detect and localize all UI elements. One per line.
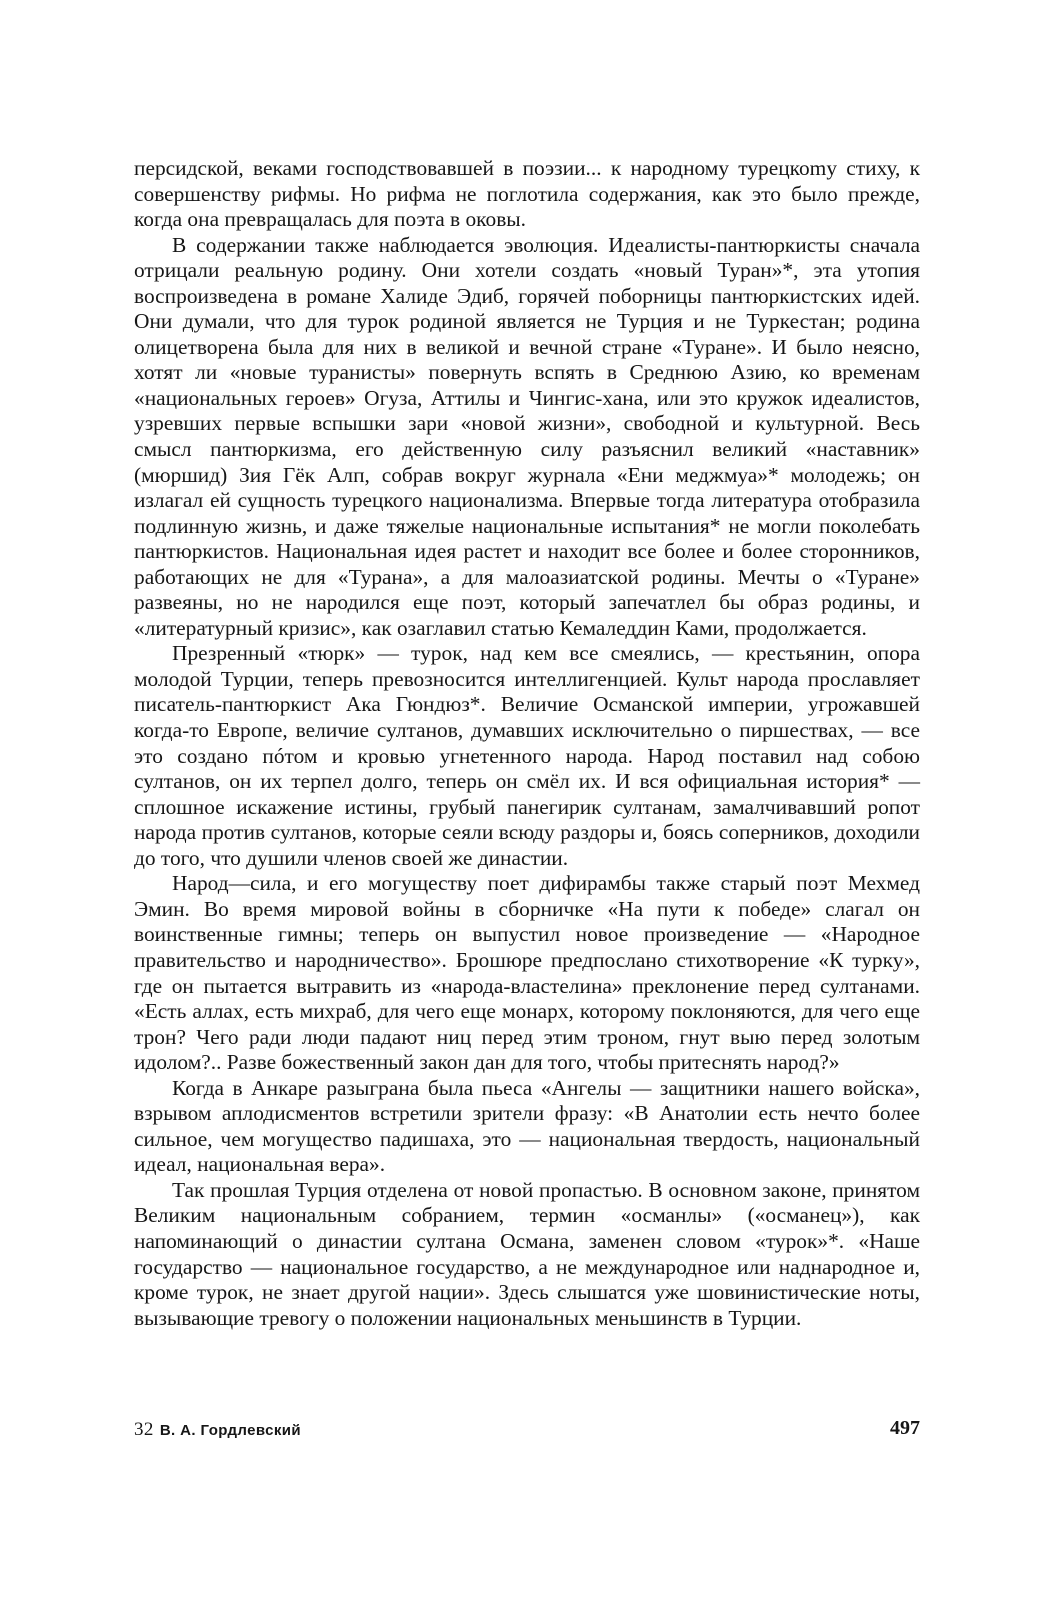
paragraph-1: персидской, веками господствовавшей в поэзии... к народному турецкоmу стиху, к совершенству рифмы. Но рифма не поглотила содержания, как это было прежде, когда она превращалась для поэта в оковы.: [134, 156, 920, 232]
paragraph-4: Народ—сила, и его могуществу поет дифирамбы также старый поэт Мехмед Эмин. Во время мировой войны в сборничке «На пути к победе» слагал он воинственные гимны; теперь он выпустил новое произведение — «Народное правительство и народничество». Брошюре предпослано стихотворение «К турку», где он пытается вытравить из «народа-властелина» преклонение перед султанами. «Есть аллах, есть михраб, для чего еще монарх, которому поклоняются, для чего еще трон? Чего ради люди падают ниц перед этим троном, гнут выю перед золотым идолом?.. Разве божественный закон дан для того, чтобы притеснять народ?»: [134, 871, 920, 1075]
paragraph-6: Так прошлая Турция отделена от новой пропастью. В основном законе, принятом Великим национальным собранием, термин «османлы» («османец»), как напоминающий о династии султана Османа, заменен словом «турок»*. «Наше государство — национальное государство, а не международное или наднародное и, кроме турок, не знает другой нации». Здесь слышатся уже шовинистические ноты, вызывающие тревогу о положении национальных меньшинств в Турции.: [134, 1177, 920, 1330]
paragraph-3: Презренный «тюрк» — турок, над кем все смеялись, — крестьянин, опора молодой Турции, теперь превозносится интеллигенцией. Культ народа прославляет писатель-пантюркист Ака Гюндюз*. Величие Османской империи, угрожавшей когда-то Европе, величие султанов, думавших исключительно о пиршествах, — все это создано пóтом и кровью угнетенного народа. Народ поставил над собою султанов, он их терпел долго, теперь он смёл их. И вся официальная история* — сплошное искажение истины, грубый панегирик султанам, замалчивавший ропот народа против султанов, которые сеяли всюду раздоры и, боясь соперников, доходили до того, что душили членов своей же династии.: [134, 641, 920, 870]
page-footer: [134, 1419, 920, 1445]
paragraph-5: Когда в Анкаре разыграна была пьеса «Ангелы — защитники нашего войска», взрывом аплодисментов встретили зрители фразу: «В Анатолии есть нечто более сильное, чем могущество падишаха, это — национальная твердость, национальный идеал, национальная вера».: [134, 1075, 920, 1177]
printer-signature: [134, 1419, 301, 1441]
signature-author: В. А. Гордлевский: [159, 1422, 301, 1439]
signature-number: 32: [134, 1419, 154, 1440]
page-text-block: [134, 156, 920, 1331]
paragraph-2: В содержании также наблюдается эволюция. Идеалисты-пантюркисты сначала отрицали реальную родину. Они хотели создать «новый Туран»*, эта утопия воспроизведена в романе Халиде Эдиб, горячей поборницы пантюркистских идей. Они думали, что для турок родиной является не Турция и не Туркестан; родина олицетворена была для них в великой и вечной стране «Туране». И было неясно, хотят ли «новые туранисты» повернуть вспять в Среднюю Азию, ко временам «национальных героев» Огуза, Аттилы и Чингис-хана, или это кружок идеалистов, узревших первые вспышки зари «новой жизни», свободной и культурной. Весь смысл пантюркизма, его действенную силу разъяснил великий «наставник» (мюршид) Зия Гёк Алп, собрав вокруг журнала «Ени меджмуа»* молодежь; он излагал ей сущность турецкого национализма. Впервые тогда литература отобразила подлинную жизнь, и даже тяжелые национальные испытания* не могли поколебать пантюркистов. Национальная идея растет и находит все более и более сторонников, работающих не для «Турана», а для малоазиатской родины. Мечты о «Туране» развеяны, но не народился еще поэт, который запечатлел бы образ родины, и «литературный кризис», как озаглавил статью Кемаледдин Ками, продолжается.: [134, 232, 920, 640]
page-number: 497: [890, 1417, 920, 1439]
